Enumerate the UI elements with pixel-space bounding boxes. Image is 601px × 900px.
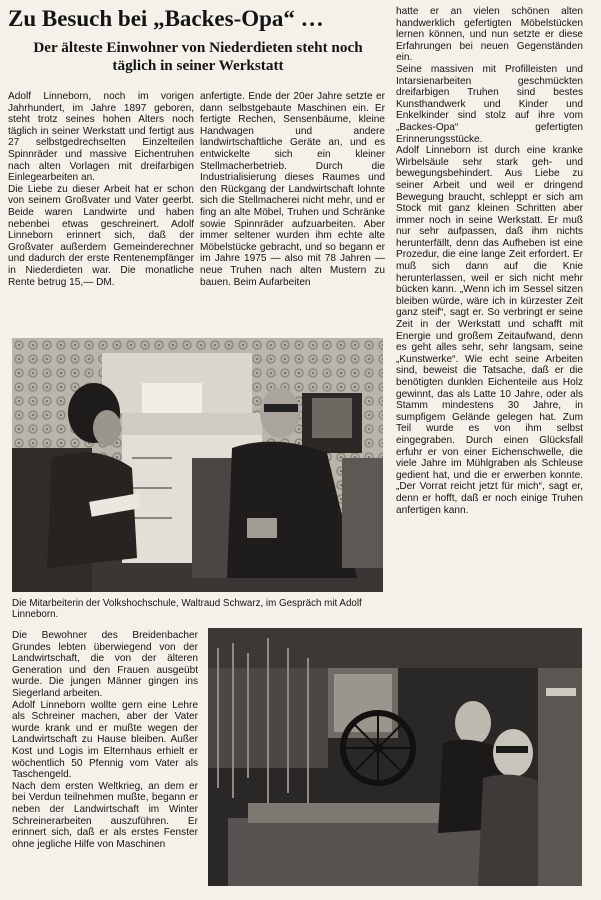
column-2-text [200,91,385,333]
column-3-text [396,6,583,646]
column-1-bottom-text [12,630,198,892]
paragraph: Die Liebe zu dieser Arbeit hat er schon von seinem Großvater und Vater geerbt. Beide waren Landwirte und haben nebenbei etwas geschreinert. Adolf Linneborn erinnert sich, daß der Großvater außerdem Gemeinderechner und dadurch der erste Rentenempfänger in Niederdieten war. Die monatliche Rente betrug 15,— DM. [8,183,194,288]
photo-workshop [208,628,582,886]
photo-interview [12,338,383,592]
paragraph: Adolf Linneborn wollte gern eine Lehre als Schreiner machen, aber der Vater wurde krank und er mußte wegen der Landwirtschaft zu Hause bleiben. Außer Kost und Logis im Elternhaus erhielt er wöchentlich 50 Pfennig vom Vater als Taschengeld. [12,699,198,781]
paragraph: Adolf Linneborn, noch im vorigen Jahrhundert, im Jahre 1897 geboren, steht trotz seines hohen Alters noch täglich in seiner Werkstatt und fertigt aus 27 selbstgedrechselten Einzelteilen Spinnräder und massive Eichentruhen nach alten Vorlagen mit dreifarbigen Einlegearbeiten an. [8,91,194,184]
paragraph: hatte er an vielen schönen alten handwerklich gefertigten Möbelstücken lernen können, und nun setzte er diese Erfahrungen bei neuen Gegenständen ein. [396,6,583,64]
paragraph: anfertigte. Ende der 20er Jahre setzte er dann selbstgebaute Maschinen ein. Er fertigte Rechen, Sensenbäume, kleine Handwagen und andere landwirtschaftliche Geräte an, und es entwickelte sich ein kleiner Stellmacherbetrieb. Durch die Industrialisierung dieses Raumes und den Rückgang der Landwirtschaft lohnte sich die Stellmacherei nicht mehr, und er fing an alte Möbel, Truhen und Schränke sowie Spinnräder aufzuarbeiten. Aber immer seltener wurden ihm echte alte Möbelstücke gebracht, und so begann er im Jahre 1975 — also mit 78 Jahren — neue Truhen nach alten Mustern zu bauen. Beim Aufarbeiten [200,91,385,288]
article-subtitle: Der älteste Einwohner von Niederdieten steht noch täglich in seiner Werkstatt [33,39,363,74]
photo-caption: Die Mitarbeiterin der Volkshochschule, Waltraud Schwarz, im Gespräch mit Adolf Linneborn. [12,598,362,620]
photo-interview-image [12,338,383,592]
paragraph: Die Bewohner des Breidenbacher Grundes lebten überwiegend von der Landwirtschaft, die von der älteren Generation und den Frauen ausgeübt wurde. Die jungen Männer gingen ins Siegerland arbeiten. [12,630,198,699]
paragraph: Adolf Linneborn ist durch eine kranke Wirbelsäule sehr stark geh- und bewegungsbehindert. Aus Liebe zu seiner Arbeit und weil er dringend Bewegung braucht, schleppt er sich am Stock mit ganz kleinen Schritten aber immer noch in seine Werkstatt. Er muß nur sehr aufpassen, daß ihm nichts herunterfällt, denn das Aufheben ist eine Prozedur, die eine lange Zeit erfordert. Er muß sich dann auf die Knie herunterlassen, weil er sich nicht mehr bücken kann. „Wenn ich im Sessel sitzen bleiben würde, wäre ich in kürzester Zeit ganz steif“, sagt er. So verbringt er seine Zeit in der Werkstatt und schafft mit Energie und großem Zeitaufwand, denn es geht alles sehr, sehr langsam, seine „Kunstwerke“. Wie echt seine Arbeiten sind, beweist die Tatsache, daß er die benötigten dunklen Eichenteile aus Holz gewinnt, das als Latte 10 Jahre, oder als Stamm mindestens 30 Jahre, in sumpfigem Gelände gelegen hat. Zum Teil wurde es von ihm selbst eingegraben. Durch einen Glücksfall erfuhr er von einer Eichenschwelle, die viele Jahre im Mühlgraben als Schleuse gedient hat, und die er erwerben konnte. „Der Vorrat reicht jetzt für mich“, sagt er, denn er hofft, daß er noch einige Truhen anfertigen kann. [396,145,583,516]
paragraph: Nach dem ersten Weltkrieg, an dem er bei Verdun teilnehmen mußte, begann er neben der Landwirtschaft im Winter Schreinerarbeiten auszuführen. Er erinnert sich, daß er als erstes Fenster ohne jegliche Hilfe von Maschinen [12,780,198,850]
column-1-text [8,91,194,333]
photo-workshop-image [208,628,582,886]
paragraph: Seine massiven mit Profilleisten und Intarsienarbeiten geschmückten dreifarbigen Truhen sind bestes Kunsthandwerk und Kinder und Enkelkinder sind stolz auf ihre vom „Backes-Opa“ gefertigten Erinnerungsstücke. [396,63,583,145]
article-title: Zu Besuch bei „Backes-Opa“ … [8,6,324,31]
